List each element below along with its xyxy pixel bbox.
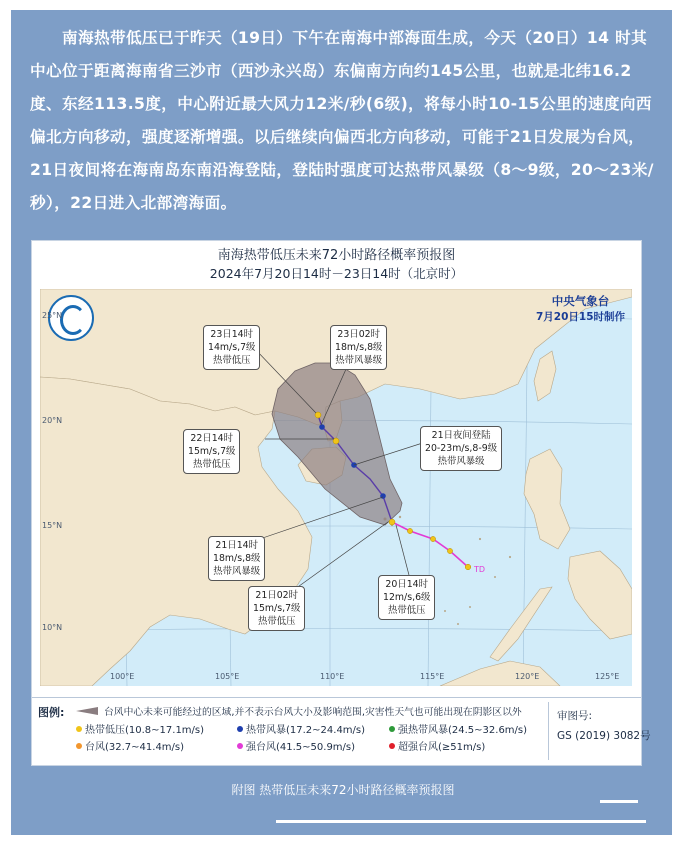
land-taiwan (534, 351, 556, 401)
observed-track (392, 522, 468, 567)
map-legend (32, 697, 651, 764)
ty-dot-icon (76, 743, 82, 749)
lon-label-125: 125°E (595, 672, 620, 681)
land-indochina (40, 377, 312, 686)
lon-label-120: 120°E (515, 672, 540, 681)
lat-label-10: 10°N (42, 623, 63, 632)
callout-23-02: 23日02时 18m/s,8级 热带风暴级 (330, 325, 387, 370)
agency-name: 中央气象台 (551, 294, 610, 308)
review-box (548, 702, 651, 760)
figure-caption: 附图 热带低压未来72小时路径概率预报图 (231, 783, 455, 797)
legend-item-sts: 强热带风暴(24.5~32.6m/s) (389, 721, 527, 736)
lat-label-15: 15°N (42, 521, 63, 530)
land-borneo (440, 661, 560, 686)
observed-points (407, 528, 470, 569)
cone-swatch-icon (76, 707, 98, 715)
legend-item-ts: 热带风暴(17.2~24.4m/s) (237, 721, 365, 736)
lon-label-110: 110°E (320, 672, 345, 681)
legend-item-ty: 台风(32.7~41.4m/s) (76, 738, 184, 753)
sty-dot-icon (237, 743, 243, 749)
td-label: TD (474, 565, 486, 574)
decor-line-1 (600, 800, 638, 803)
legend-item-sty: 强台风(41.5~50.9m/s) (237, 738, 355, 753)
article-paragraph: 南海热带低压已于昨天（19日）下午在南海中部海面生成，今天（20日）14 时其中心位于距离海南省三沙市（西沙永兴岛）东偏南方向约145公里，也就是北纬16.2度、东经113.5度，中心附近最大风力12米/秒(6级)，将每小时10-15公里的速度向西偏北方向移动，强度逐渐增强。以后继续向偏西北方向移动，可能于21日发展为台风，21日夜间将在海南岛东南沿海登陆，登陆时强度可达热带风暴级（8～9级，20～23米/秒），22日进入北部湾海面。 (30, 29, 654, 212)
land-palawan (490, 587, 552, 661)
callout-22-14: 22日14时 15m/s,7级 热带低压 (183, 429, 240, 474)
track-map (40, 289, 632, 686)
review-number: GS (2019) 3082号 (557, 730, 651, 742)
lon-label-115: 115°E (420, 672, 445, 681)
legend-note: 台风中心未来可能经过的区域,并不表示台风大小及影响范围,灾害性天气也可能出现在阴影区以外 (104, 707, 522, 718)
legend-head: 图例: (38, 706, 65, 719)
callout-20-14: 20日14时 12m/s,6级 热带低压 (378, 575, 435, 620)
agency-label (536, 293, 625, 324)
lat-label-20: 20°N (42, 416, 63, 425)
decor-line-2 (276, 820, 646, 823)
td-dot-icon (76, 726, 82, 732)
legend-item-super-ty: 超强台风(≥51m/s) (389, 738, 485, 753)
made-time: 7月20日15时制作 (536, 311, 626, 323)
callout-21-night: 21日夜间登陆 20-23m/s,8-9级 热带风暴级 (420, 426, 502, 471)
review-label: 审图号: (557, 710, 593, 722)
map-subtitle: 2024年7月20日14时－23日14时（北京时） (209, 266, 464, 281)
legend-item-td: 热带低压(10.8~17.1m/s) (76, 721, 204, 736)
land-visayas (568, 551, 632, 639)
callout-21-02: 21日02时 15m/s,7级 热带低压 (248, 586, 305, 631)
forecast-map-panel (31, 240, 651, 766)
map-title: 南海热带低压未来72小时路径概率预报图 (217, 248, 456, 263)
land-luzon (524, 449, 570, 549)
ts-dot-icon (237, 726, 243, 732)
super-ty-dot-icon (389, 743, 395, 749)
callout-21-14: 21日14时 18m/s,8级 热带风暴级 (208, 536, 265, 581)
lon-label-105: 105°E (215, 672, 240, 681)
callout-23-14: 23日14时 14m/s,7级 热带低压 (203, 325, 260, 370)
lat-label-25: 25°N (42, 311, 63, 320)
sts-dot-icon (389, 726, 395, 732)
lon-label-100: 100°E (110, 672, 135, 681)
